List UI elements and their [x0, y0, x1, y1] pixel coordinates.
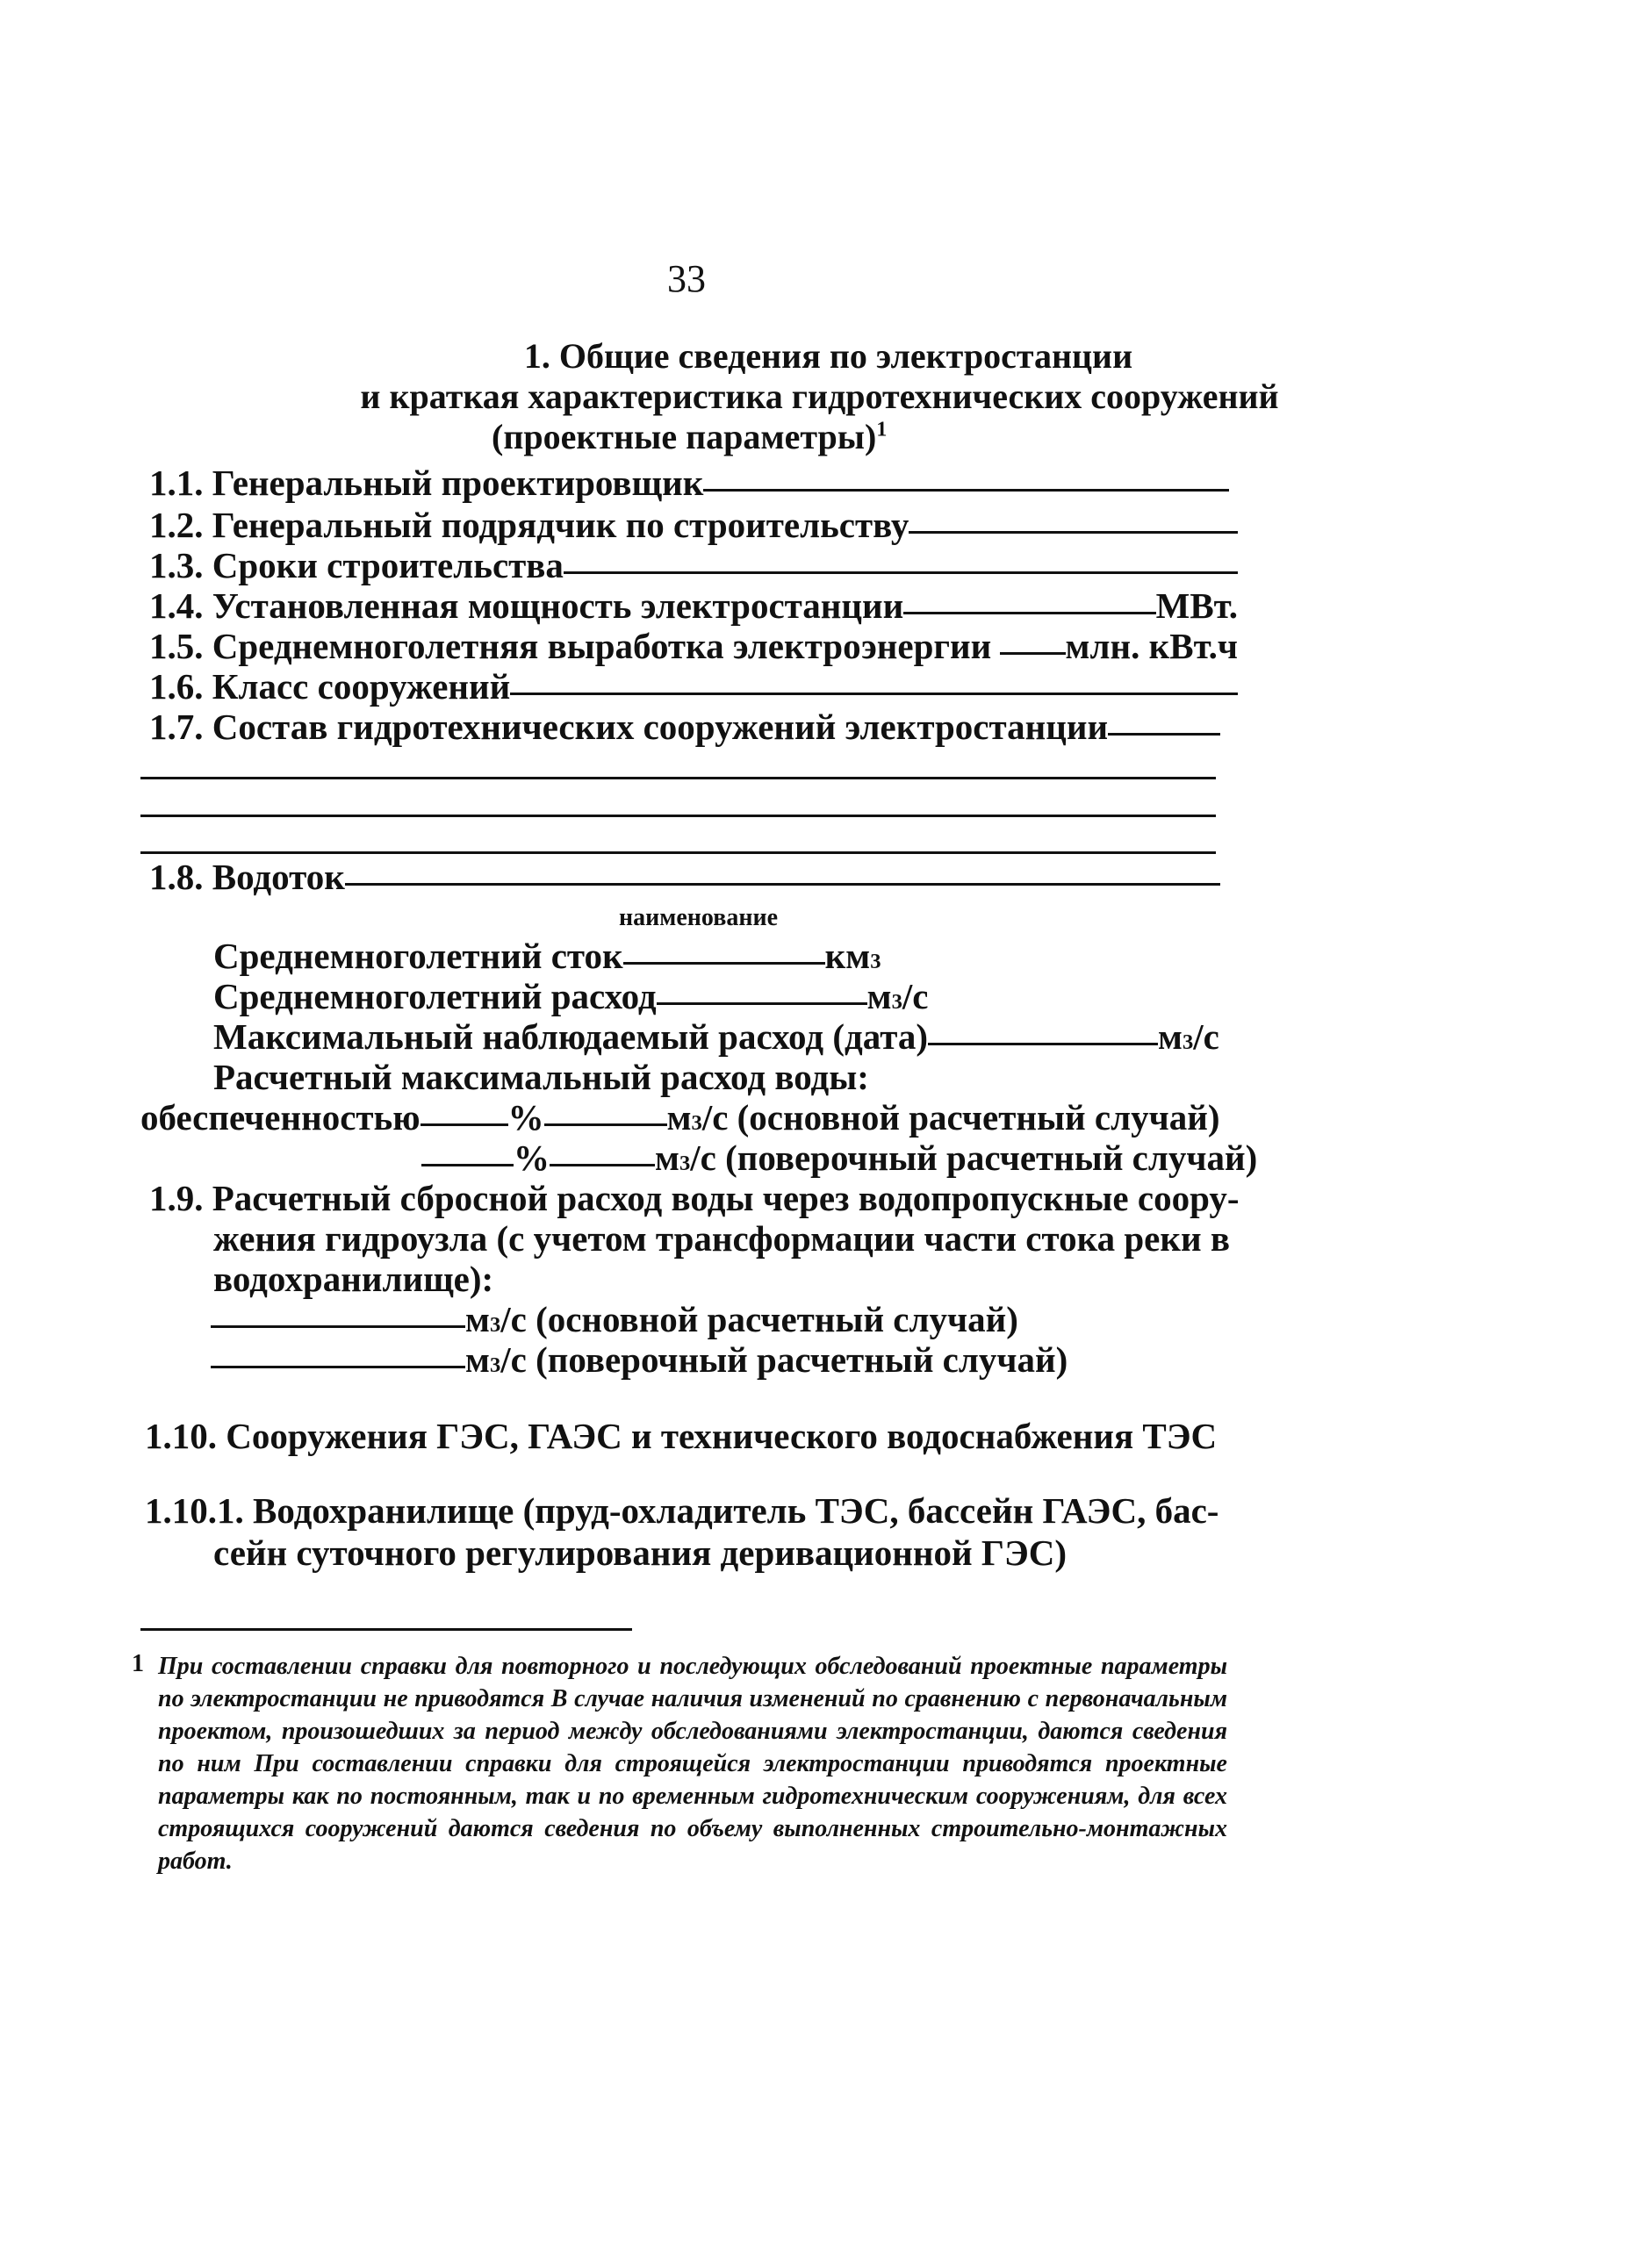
item-1-9-line-2: жения гидроузла (с учетом трансформации части стока реки в [213, 1218, 1230, 1259]
footnote-rule [140, 1628, 632, 1631]
release-basic-blank[interactable] [211, 1325, 465, 1328]
page-number: 33 [667, 257, 706, 300]
item-1-3: 1.3. Сроки строительства [149, 544, 1238, 586]
probability-basic-blank[interactable] [421, 1123, 508, 1126]
item-1-10-1-line-2: сейн суточного регулирования деривационной ГЭС) [213, 1532, 1068, 1573]
runoff-blank[interactable] [623, 962, 825, 965]
item-1-7-extra-line-3[interactable] [140, 851, 1216, 854]
release-check-row: м 3 /с (поверочный расчетный случай) [211, 1339, 1068, 1381]
item-1-4-unit: МВт. [1155, 585, 1238, 626]
item-1-6: 1.6. Класс сооружений [149, 665, 1238, 707]
heading-line-1: 1. Общие сведения по электростанции [523, 336, 1133, 376]
item-1-8: 1.8. Водоток [149, 856, 1220, 898]
item-1-2-blank[interactable] [909, 531, 1238, 534]
item-1-10: 1.10. Сооружения ГЭС, ГАЭС и технического водоснабжения ТЭС [145, 1416, 1218, 1456]
heading-footnote-mark: 1 [876, 418, 888, 441]
probability-check-row: % м 3 /с (поверочный расчетный случай) [421, 1137, 1257, 1179]
item-1-6-blank[interactable] [510, 693, 1238, 695]
probability-basic-row: обеспеченностью % м 3 /с (основной расчетный случай) [140, 1097, 1220, 1138]
item-1-4-blank[interactable] [903, 612, 1155, 614]
item-1-7-extra-line-2[interactable] [140, 815, 1216, 817]
item-1-2: 1.2. Генеральный подрядчик по строительству [149, 504, 1238, 546]
item-1-5-unit: млн. кВт.ч [1065, 626, 1238, 666]
release-check-blank[interactable] [211, 1366, 465, 1368]
max-observed-blank[interactable] [928, 1043, 1158, 1045]
release-basic-row: м 3 /с (основной расчетный случай) [211, 1298, 1018, 1340]
runoff-row: Среднемноголетний сток км 3 [213, 936, 881, 976]
item-1-7: 1.7. Состав гидротехнических сооружений электростанции [149, 706, 1220, 748]
item-1-5: 1.5. Среднемноголетняя выработка электроэнергии млн. кВт.ч [149, 626, 1238, 666]
item-1-9-line-1: 1.9. Расчетный сбросной расход воды через водопропускные соору- [149, 1178, 1240, 1218]
item-1-5-blank[interactable] [1000, 652, 1065, 655]
heading-line-3: (проектные параметры)$^1$ [492, 417, 888, 456]
max-observed-row: Максимальный наблюдаемый расход (дата) м 3 /с [213, 1016, 1219, 1057]
discharge-basic-blank[interactable] [544, 1123, 667, 1126]
footnote-mark: 1 [132, 1650, 144, 1677]
item-1-9-line-3: водохранилище): [213, 1259, 494, 1299]
heading-line-2: и краткая характеристика гидротехнических сооружений [360, 377, 1279, 416]
discharge-blank[interactable] [657, 1002, 867, 1005]
probability-check-blank[interactable] [421, 1164, 514, 1166]
item-1-7-extra-line-1[interactable] [140, 777, 1216, 779]
item-1-8-caption: наименование [619, 904, 779, 931]
discharge-check-blank[interactable] [550, 1164, 655, 1166]
item-1-1-blank[interactable] [703, 489, 1229, 492]
item-1-1: 1.1. Генеральный проектировщик [149, 462, 1229, 504]
item-1-3-blank[interactable] [564, 571, 1238, 574]
design-max-label: Расчетный максимальный расход воды: [213, 1057, 869, 1097]
item-1-10-1-line-1: 1.10.1. Водохранилище (пруд-охладитель ТЭС, бассейн ГАЭС, бас- [145, 1490, 1219, 1531]
item-1-7-blank[interactable] [1108, 733, 1220, 736]
item-1-8-blank[interactable] [345, 883, 1220, 886]
footnote-text: При составлении справки для повторного и последующих обследований проектные параметры по электростанции не приводятся В случае наличия изменений по сравнению с первоначальным проектом, произошедших за период между обследованиями электростанции, даются сведения по ним При составлении справки для строящейся электростанции приводятся проектные параметры как по постоянным, так и по временным гидротехническим сооружениям, для всех строящихся сооружений даются сведения по объему выполненных строительно-монтажных работ. [158, 1653, 1227, 1875]
item-1-4: 1.4. Установленная мощность электростанции МВт. [149, 585, 1238, 626]
discharge-row: Среднемноголетний расход м 3 /с [213, 976, 929, 1016]
